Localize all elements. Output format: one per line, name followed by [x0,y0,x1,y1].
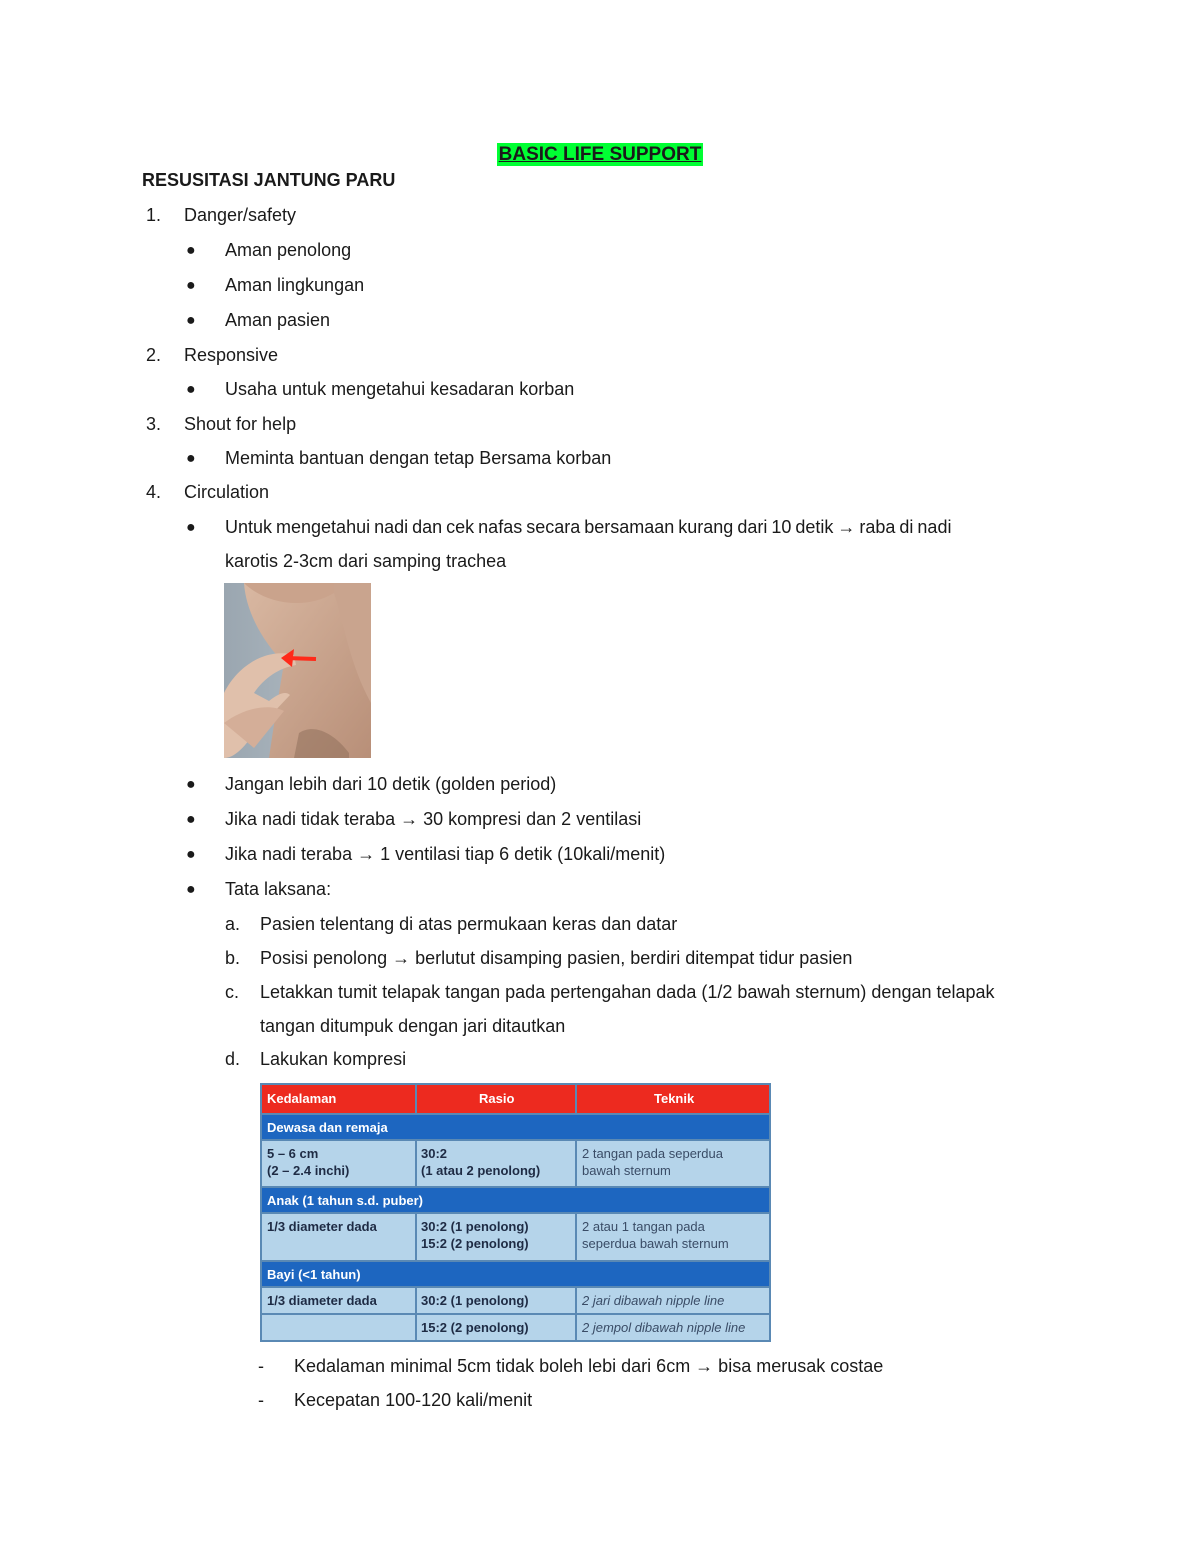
table-cell: bawah sternum [582,1163,671,1178]
note-item: Kecepatan 100-120 kali/menit [294,1390,533,1410]
table-cell: 2 jempol dibawah nipple line [582,1320,746,1335]
sub-item-letter: a. [225,914,241,934]
carotid-pulse-photo [224,583,371,758]
list-item: Tata laksana: [225,879,332,899]
page-title: BASIC LIFE SUPPORT [498,144,702,165]
table-row [262,1214,769,1260]
sub-item: Letakkan tumit telapak tangan pada pertengahan dada (1/2 bawah sternum) dengan telapak [260,982,995,1002]
sub-item-letter: b. [225,948,241,968]
table-category-row [262,1115,769,1139]
table-cell: 2 jari dibawah nipple line [582,1293,725,1308]
table-cell: 15:2 (2 penolong) [421,1236,529,1251]
table-divider [575,1288,577,1340]
table-cell: 1/3 diameter dada [267,1293,377,1308]
table-merged-cell [262,1315,415,1340]
table-category-label: Bayi (<1 tahun) [267,1267,361,1282]
bullet-marker: ● [186,312,196,329]
sub-item: Lakukan kompresi [260,1049,407,1069]
bullet-marker: ● [186,277,196,294]
table-category-label: Dewasa dan remaja [267,1120,388,1135]
sub-item-continuation: tangan ditumpuk dengan jari ditautkan [260,1016,566,1036]
table-cell: 30:2 (1 penolong) [421,1293,529,1308]
table-category-row [262,1262,769,1286]
compression-table [260,1083,771,1342]
sub-item-letter: c. [225,982,240,1002]
bullet-marker: ● [186,881,196,898]
step-number: 2. [146,345,162,365]
table-divider [575,1214,577,1260]
sub-item-letter: d. [225,1049,241,1069]
section-heading: RESUSITASI JANTUNG PARU [142,170,396,190]
bullet-marker: ● [186,242,196,259]
table-cell: 2 atau 1 tangan pada [582,1219,705,1234]
table-cell: seperdua bawah sternum [582,1236,729,1251]
dash-marker: - [258,1356,264,1376]
table-divider [575,1085,577,1113]
table-divider [575,1141,577,1186]
step-label: Shout for help [184,414,297,434]
table-cell: (2 – 2.4 inchi) [267,1163,350,1178]
list-item: Aman lingkungan [225,275,365,295]
bullet-marker: ● [186,381,196,398]
list-item-continuation: karotis 2-3cm dari samping trachea [225,551,507,571]
table-cell: 5 – 6 cm [267,1146,319,1161]
table-row [262,1141,769,1186]
table-cell: 30:2 (1 penolong) [421,1219,529,1234]
step-number: 1. [146,205,162,225]
list-item: Usaha untuk mengetahui kesadaran korban [225,379,575,399]
table-divider [415,1288,417,1340]
table-header-cell: Rasio [479,1091,515,1106]
table-divider [415,1085,417,1113]
table-divider [415,1141,417,1186]
table-cell: 30:2 [421,1146,448,1161]
step-label: Circulation [184,482,270,502]
bullet-marker: ● [186,776,196,793]
list-item: Aman penolong [225,240,352,260]
list-item: Jika nadi tidak teraba → 30 kompresi dan 2 ventilasi [225,809,642,829]
bullet-marker: ● [186,811,196,828]
table-header-cell: Kedalaman [267,1091,337,1106]
table-cell: 15:2 (2 penolong) [421,1320,529,1335]
table-header-row [262,1085,769,1113]
list-item: Untuk mengetahui nadi dan cek nafas secara bersamaan kurang dari 10 detik → raba di nadi [225,517,952,537]
bullet-marker: ● [186,519,196,536]
table-header-cell: Teknik [654,1091,695,1106]
note-item: Kedalaman minimal 5cm tidak boleh lebi dari 6cm → bisa merusak costae [294,1356,884,1376]
step-number: 4. [146,482,162,502]
sub-item: Posisi penolong → berlutut disamping pasien, berdiri ditempat tidur pasien [260,948,853,968]
step-number: 3. [146,414,162,434]
dash-marker: - [258,1390,264,1410]
bullet-marker: ● [186,846,196,863]
carotid-pulse-illustration [224,583,371,758]
table-category-label: Anak (1 tahun s.d. puber) [267,1193,424,1208]
table-category-row [262,1188,769,1212]
table-cell: 1/3 diameter dada [267,1219,377,1234]
list-item: Aman pasien [225,310,331,330]
table-row [262,1288,769,1313]
list-item: Jika nadi teraba → 1 ventilasi tiap 6 detik (10kali/menit) [225,844,666,864]
table-cell: (1 atau 2 penolong) [421,1163,541,1178]
step-label: Danger/safety [184,205,297,225]
list-item: Meminta bantuan dengan tetap Bersama korban [225,448,612,468]
bullet-marker: ● [186,450,196,467]
sub-item: Pasien telentang di atas permukaan keras dan datar [260,914,678,934]
table-divider [415,1214,417,1260]
table-cell: 2 tangan pada seperdua [582,1146,723,1161]
list-item: Jangan lebih dari 10 detik (golden period) [225,774,557,794]
step-label: Responsive [184,345,279,365]
